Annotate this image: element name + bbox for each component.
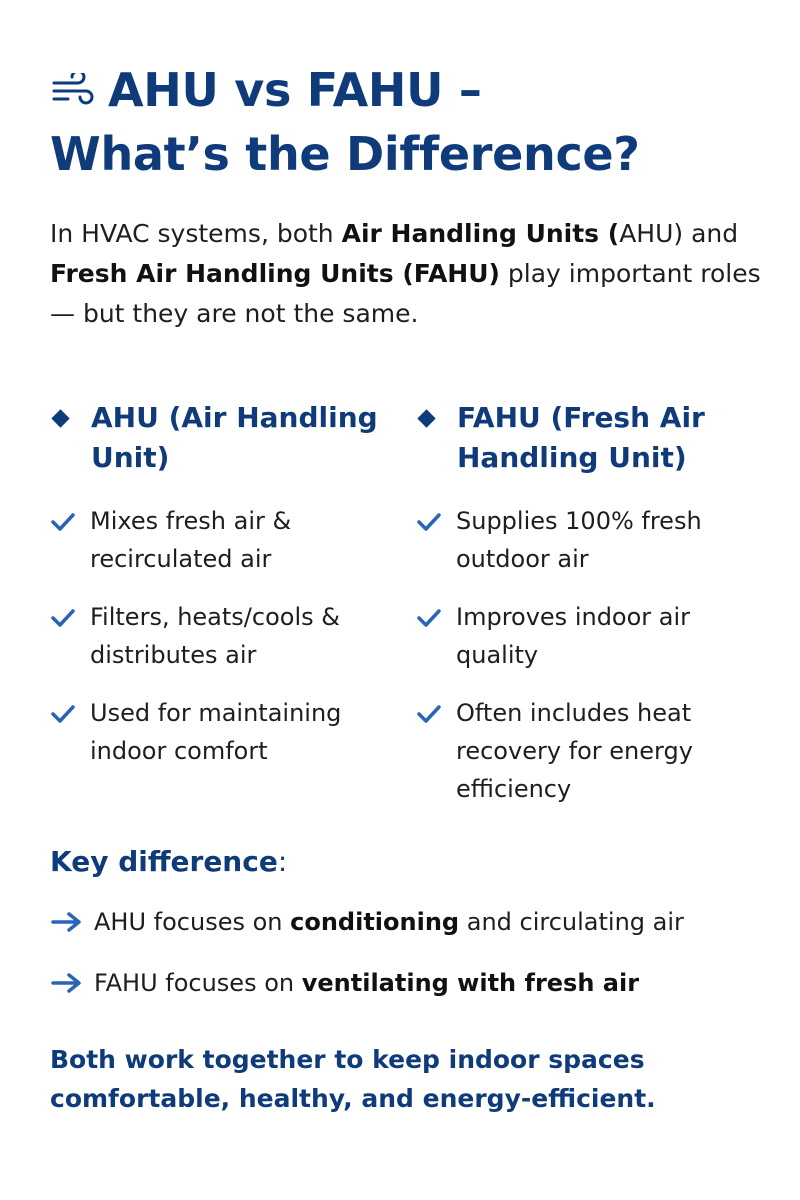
check-icon — [416, 607, 442, 629]
ahu-heading — [50, 398, 380, 478]
key-difference-heading — [50, 842, 287, 882]
key-item-text — [94, 908, 684, 936]
fahu-column — [416, 398, 766, 828]
key-item-before: AHU focuses on — [94, 908, 291, 936]
intro-bold-1: Air Handling Units ( — [341, 219, 620, 248]
key-item-bold: ventilating with fresh air — [301, 969, 640, 997]
diamond-icon — [51, 409, 69, 427]
fahu-item — [416, 694, 766, 808]
ahu-item-text: Mixes fresh air & recirculated air — [90, 507, 292, 573]
check-icon — [50, 703, 76, 725]
title-line-2: What’s the Difference? — [50, 127, 640, 181]
check-icon — [50, 607, 76, 629]
key-heading-text: Key difference — [50, 845, 278, 878]
check-icon — [416, 511, 442, 533]
intro-text-1: In HVAC systems, both — [50, 219, 342, 248]
check-icon — [416, 703, 442, 725]
closing-statement: Both work together to keep indoor spaces comfortable, healthy, and energy-efficient. — [50, 1045, 656, 1113]
ahu-item-text: Used for maintaining indoor comfort — [90, 699, 342, 765]
intro-text-4: — but they are not the same. — [50, 299, 419, 328]
fahu-item-text: Supplies 100% fresh outdoor air — [456, 507, 702, 573]
ahu-item — [50, 502, 380, 578]
intro-paragraph — [50, 214, 770, 334]
key-item-bold: conditioning — [290, 908, 460, 936]
fahu-item-text: Often includes heat recovery for energy efficiency — [456, 699, 693, 803]
diamond-icon — [417, 409, 435, 427]
intro-bold-2: Fresh Air Handling Units (FAHU) — [50, 259, 500, 288]
fahu-heading — [416, 398, 766, 478]
intro-text-2: AHU) and — [619, 219, 739, 248]
title-line-1: AHU vs FAHU – — [108, 63, 482, 117]
key-heading-colon: : — [277, 845, 288, 878]
page-title — [50, 58, 770, 186]
ahu-column — [50, 398, 380, 790]
fahu-item-text: Improves indoor air quality — [456, 603, 691, 669]
ahu-item — [50, 598, 380, 674]
ahu-item-text: Filters, heats/cools & distributes air — [90, 603, 340, 669]
check-icon — [50, 511, 76, 533]
fahu-item — [416, 502, 766, 578]
ahu-heading-text: AHU (Air Handling Unit) — [91, 401, 378, 474]
fahu-heading-text: FAHU (Fresh Air Handling Unit) — [457, 401, 705, 474]
key-difference-list — [50, 902, 780, 1024]
key-item-before: FAHU focuses on — [94, 969, 302, 997]
key-item-after: and circulating air — [459, 908, 684, 936]
arrow-right-icon — [50, 972, 84, 994]
key-item — [50, 963, 780, 1003]
fahu-item — [416, 598, 766, 674]
arrow-right-icon — [50, 911, 84, 933]
wind-icon — [50, 73, 98, 109]
key-item-text — [94, 969, 639, 997]
key-item — [50, 902, 780, 942]
ahu-item — [50, 694, 380, 770]
intro-text-3: play important roles — [499, 259, 761, 288]
